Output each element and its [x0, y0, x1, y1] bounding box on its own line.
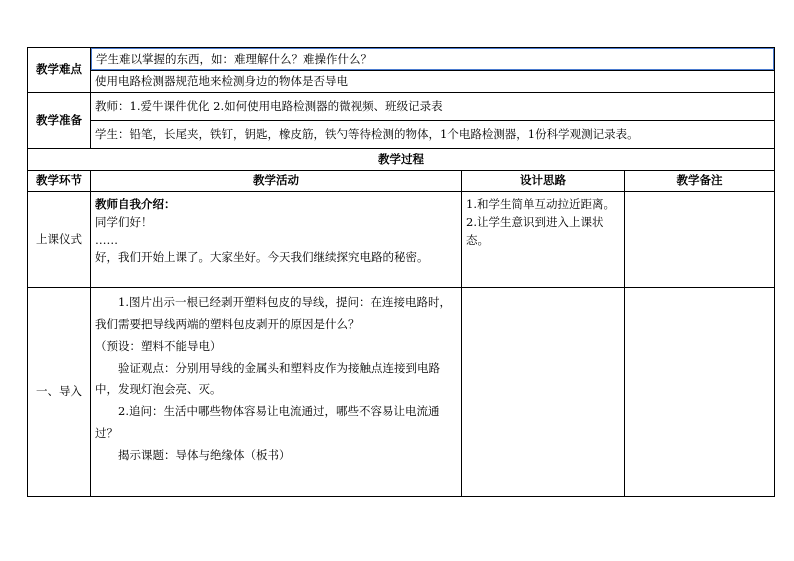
activity-line: 同学们好！: [95, 214, 153, 229]
design-line: 2.让学生意识到进入上课状态。: [466, 214, 604, 247]
design-line: 1.和学生简单互动拉近距离。: [466, 197, 615, 211]
activity-line: 2.追问：生活中哪些物体容易让电流通过，哪些不容易让电流通过？: [95, 404, 440, 441]
difficulty-label: 教学难点: [28, 48, 91, 93]
process-title: 教学过程: [28, 149, 775, 171]
col-notes-header: 教学备注: [625, 171, 775, 192]
preparation-student: 学生：铅笔，长尾夹，铁钉，钥匙，橡皮筋，铁勺等待检测的物体，1个电路检测器，1份科学观测记录表。: [91, 121, 775, 149]
lesson-plan-table: [27, 47, 775, 497]
activity-line: 揭示课题：导体与绝缘体（板书）: [118, 447, 291, 462]
stage-cell: 一、导入: [28, 288, 91, 497]
process-title-row: [28, 149, 775, 171]
activity-line: 好，我们开始上课了。大家坐好。今天我们继续探究电路的秘密。: [95, 250, 429, 265]
difficulty-content: 使用电路检测器规范地来检测身边的物体是否导电: [91, 71, 775, 93]
activity-cell: [91, 192, 462, 288]
column-header-row: [28, 171, 775, 192]
col-activity-header: 教学活动: [91, 171, 462, 192]
activity-line: （预设：塑料不能导电）: [95, 338, 222, 353]
notes-cell: [625, 288, 775, 497]
design-cell: [462, 192, 625, 288]
col-design-header: 设计思路: [462, 171, 625, 192]
activity-line: 1.图片出示一根已经剥开塑料包皮的导线，提问：在连接电路时，我们需要把导线两端的塑料包皮剥开的原因是什么？: [95, 295, 451, 331]
activity-line: ……: [95, 232, 118, 247]
preparation-row-2: [28, 121, 775, 149]
difficulty-row-2: [28, 71, 775, 93]
activity-line: 验证观点：分别用导线的金属头和塑料皮作为接触点连接到电路中，发现灯泡会亮、灭。: [95, 360, 440, 397]
col-stage-header: 教学环节: [28, 171, 91, 192]
table-row: [28, 192, 775, 288]
preparation-teacher: 教师：1.爱牛课件优化 2.如何使用电路检测器的微视频、班级记录表: [91, 93, 775, 121]
difficulty-row-1: [28, 48, 775, 71]
activity-cell: [91, 288, 462, 497]
stage-cell: 上课仪式: [28, 192, 91, 288]
difficulty-placeholder-text[interactable]: 学生难以掌握的东西，如：难理解什么？难操作什么？: [91, 48, 774, 70]
activity-line: 教师自我介绍：: [95, 197, 176, 211]
notes-cell: [625, 192, 775, 288]
table-row: [28, 288, 775, 497]
design-cell: [462, 288, 625, 497]
preparation-row-1: [28, 93, 775, 121]
preparation-label: 教学准备: [28, 93, 91, 149]
